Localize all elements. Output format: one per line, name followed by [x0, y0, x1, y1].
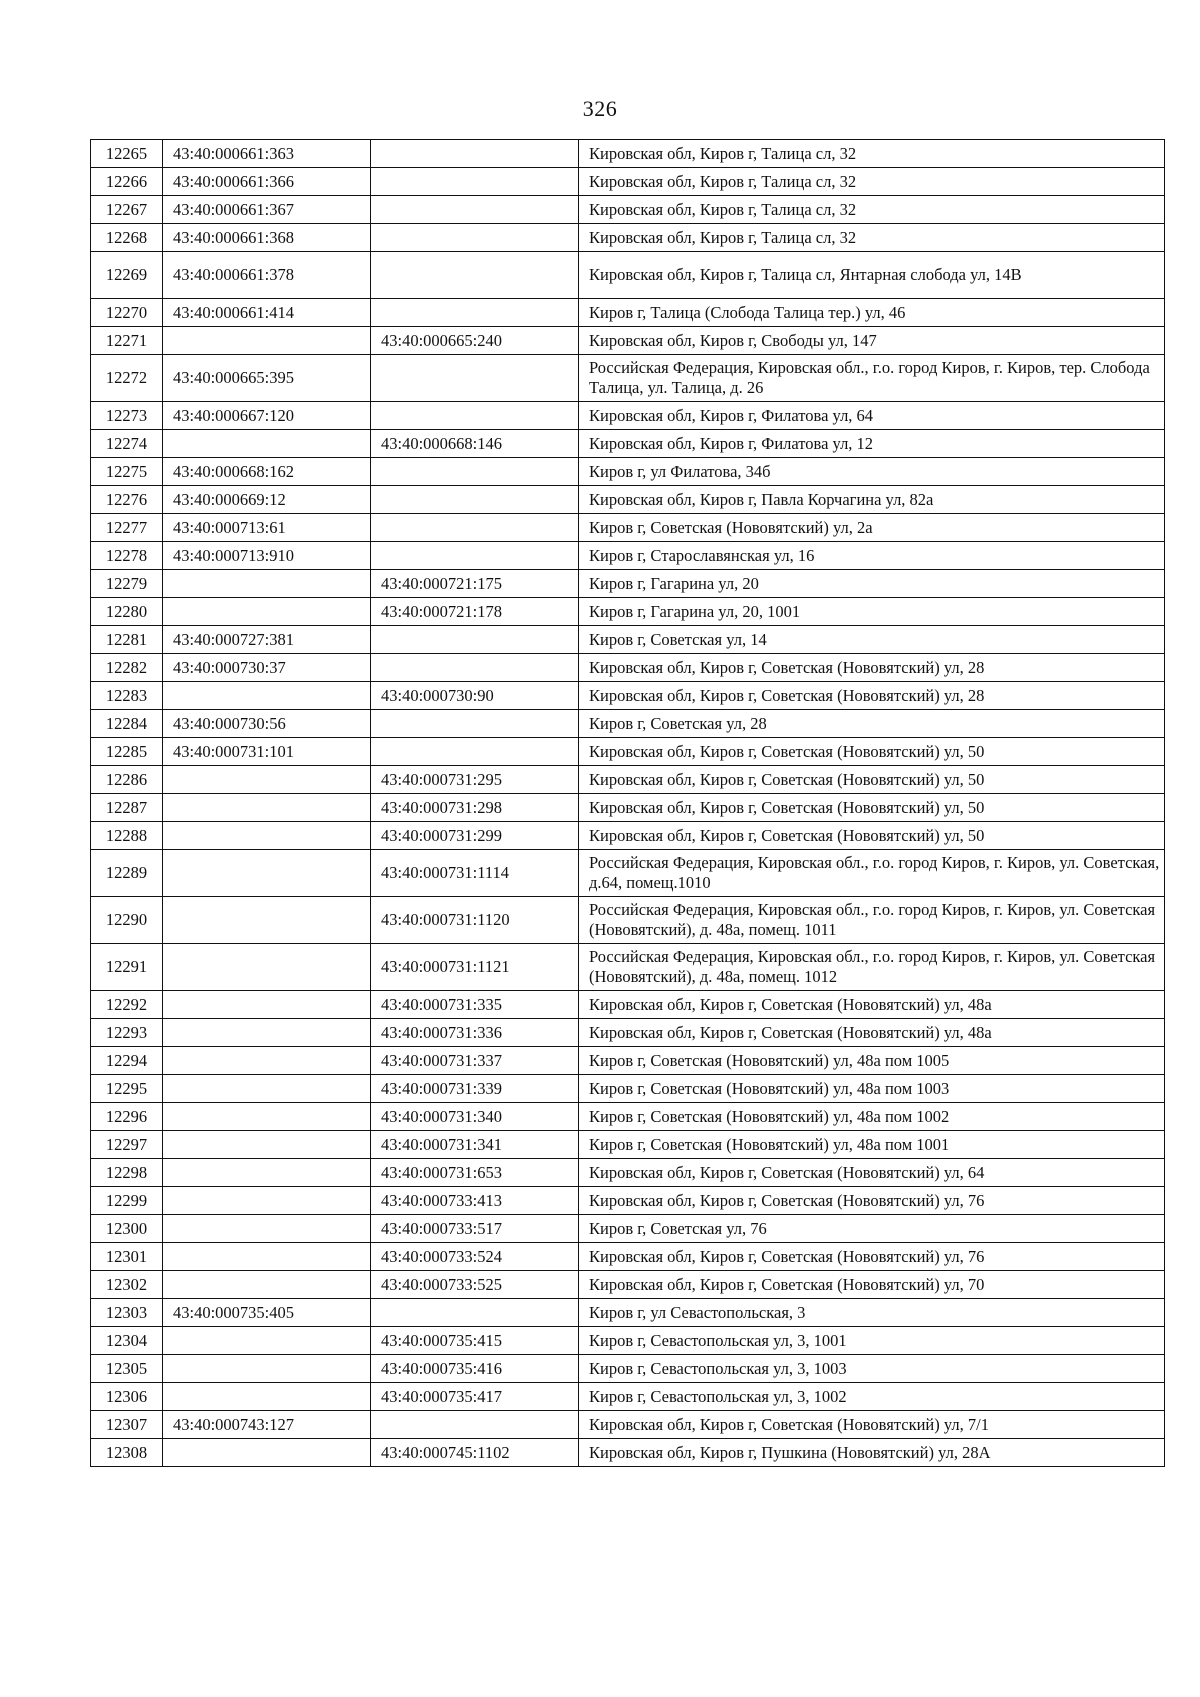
- table-row: [91, 1159, 1165, 1187]
- address-cell: Кировская обл, Киров г, Советская (Нововятский) ул, 70: [579, 1271, 1165, 1299]
- row-number-cell: 12271: [91, 327, 163, 355]
- related-cadastral-number-cell: 43:40:000731:341: [371, 1131, 579, 1159]
- address-cell: Кировская обл, Киров г, Советская (Нововятский) ул, 7/1: [579, 1411, 1165, 1439]
- row-number-cell: 12267: [91, 196, 163, 224]
- table-row: [91, 1075, 1165, 1103]
- address-cell: Кировская обл, Киров г, Филатова ул, 12: [579, 430, 1165, 458]
- row-number-cell: 12270: [91, 299, 163, 327]
- table-row: [91, 710, 1165, 738]
- related-cadastral-number-cell: [371, 402, 579, 430]
- table-row: [91, 168, 1165, 196]
- address-cell: Кировская обл, Киров г, Свободы ул, 147: [579, 327, 1165, 355]
- table-row: [91, 794, 1165, 822]
- table-row: [91, 1243, 1165, 1271]
- address-cell: Кировская обл, Киров г, Советская (Нововятский) ул, 50: [579, 766, 1165, 794]
- table-row: [91, 1103, 1165, 1131]
- row-number-cell: 12286: [91, 766, 163, 794]
- row-number-cell: 12291: [91, 944, 163, 991]
- table-row: [91, 355, 1165, 402]
- cadastral-number-cell: 43:40:000661:378: [163, 252, 371, 299]
- cadastral-number-cell: 43:40:000713:910: [163, 542, 371, 570]
- related-cadastral-number-cell: 43:40:000731:653: [371, 1159, 579, 1187]
- row-number-cell: 12304: [91, 1327, 163, 1355]
- row-number-cell: 12306: [91, 1383, 163, 1411]
- table-row: [91, 1215, 1165, 1243]
- cadastral-number-cell: [163, 327, 371, 355]
- row-number-cell: 12274: [91, 430, 163, 458]
- table-row: [91, 626, 1165, 654]
- address-cell: Кировская обл, Киров г, Советская (Нововятский) ул, 76: [579, 1243, 1165, 1271]
- related-cadastral-number-cell: [371, 140, 579, 168]
- table-row: [91, 1327, 1165, 1355]
- address-cell: Киров г, Советская (Нововятский) ул, 48а пом 1003: [579, 1075, 1165, 1103]
- address-cell: Российская Федерация, Кировская обл., г.о. город Киров, г. Киров, ул. Советская (Нововятский), д. 48а, помещ. 1012: [579, 944, 1165, 991]
- table-row: [91, 766, 1165, 794]
- row-number-cell: 12290: [91, 897, 163, 944]
- related-cadastral-number-cell: [371, 168, 579, 196]
- address-cell: Кировская обл, Киров г, Советская (Нововятский) ул, 50: [579, 738, 1165, 766]
- table-row: [91, 1355, 1165, 1383]
- address-cell: Кировская обл, Киров г, Павла Корчагина ул, 82а: [579, 486, 1165, 514]
- cadastral-number-cell: [163, 1047, 371, 1075]
- row-number-cell: 12273: [91, 402, 163, 430]
- cadastral-number-cell: [163, 1131, 371, 1159]
- address-cell: Киров г, Советская (Нововятский) ул, 48а пом 1002: [579, 1103, 1165, 1131]
- cadastral-number-cell: 43:40:000743:127: [163, 1411, 371, 1439]
- address-cell: Кировская обл, Киров г, Советская (Нововятский) ул, 48а: [579, 991, 1165, 1019]
- address-cell: Киров г, Советская (Нововятский) ул, 48а пом 1005: [579, 1047, 1165, 1075]
- cadastral-number-cell: [163, 794, 371, 822]
- address-cell: Киров г, Старославянская ул, 16: [579, 542, 1165, 570]
- cadastral-number-cell: 43:40:000661:363: [163, 140, 371, 168]
- address-cell: Кировская обл, Киров г, Талица сл, 32: [579, 224, 1165, 252]
- address-cell: Киров г, Севастопольская ул, 3, 1002: [579, 1383, 1165, 1411]
- related-cadastral-number-cell: 43:40:000731:340: [371, 1103, 579, 1131]
- address-cell: Киров г, Советская ул, 76: [579, 1215, 1165, 1243]
- table-row: [91, 140, 1165, 168]
- address-cell: Киров г, Советская (Нововятский) ул, 48а пом 1001: [579, 1131, 1165, 1159]
- cadastral-number-cell: 43:40:000667:120: [163, 402, 371, 430]
- cadastral-number-cell: [163, 682, 371, 710]
- address-cell: Российская Федерация, Кировская обл., г.о. город Киров, г. Киров, ул. Советская (Нововятский), д. 48а, помещ. 1011: [579, 897, 1165, 944]
- address-cell: Кировская обл, Киров г, Советская (Нововятский) ул, 50: [579, 794, 1165, 822]
- table-row: [91, 514, 1165, 542]
- row-number-cell: 12266: [91, 168, 163, 196]
- related-cadastral-number-cell: 43:40:000668:146: [371, 430, 579, 458]
- table-row: [91, 224, 1165, 252]
- row-number-cell: 12293: [91, 1019, 163, 1047]
- related-cadastral-number-cell: 43:40:000721:178: [371, 598, 579, 626]
- address-cell: Кировская обл, Киров г, Талица сл, 32: [579, 168, 1165, 196]
- row-number-cell: 12299: [91, 1187, 163, 1215]
- table-row: [91, 1383, 1165, 1411]
- cadastral-number-cell: [163, 1075, 371, 1103]
- table-row: [91, 542, 1165, 570]
- row-number-cell: 12288: [91, 822, 163, 850]
- row-number-cell: 12295: [91, 1075, 163, 1103]
- cadastral-number-cell: [163, 850, 371, 897]
- related-cadastral-number-cell: 43:40:000731:337: [371, 1047, 579, 1075]
- row-number-cell: 12308: [91, 1439, 163, 1467]
- registry-table: [90, 139, 1165, 1467]
- cadastral-number-cell: [163, 766, 371, 794]
- cadastral-number-cell: 43:40:000661:368: [163, 224, 371, 252]
- row-number-cell: 12301: [91, 1243, 163, 1271]
- table-row: [91, 897, 1165, 944]
- address-cell: Киров г, Севастопольская ул, 3, 1001: [579, 1327, 1165, 1355]
- row-number-cell: 12277: [91, 514, 163, 542]
- row-number-cell: 12285: [91, 738, 163, 766]
- cadastral-number-cell: 43:40:000730:56: [163, 710, 371, 738]
- address-cell: Киров г, ул Севастопольская, 3: [579, 1299, 1165, 1327]
- related-cadastral-number-cell: 43:40:000731:336: [371, 1019, 579, 1047]
- address-cell: Киров г, Гагарина ул, 20: [579, 570, 1165, 598]
- related-cadastral-number-cell: [371, 458, 579, 486]
- related-cadastral-number-cell: 43:40:000665:240: [371, 327, 579, 355]
- related-cadastral-number-cell: [371, 542, 579, 570]
- cadastral-number-cell: 43:40:000665:395: [163, 355, 371, 402]
- related-cadastral-number-cell: [371, 1299, 579, 1327]
- address-cell: Кировская обл, Киров г, Советская (Нововятский) ул, 48а: [579, 1019, 1165, 1047]
- address-cell: Киров г, Гагарина ул, 20, 1001: [579, 598, 1165, 626]
- table-row: [91, 1439, 1165, 1467]
- address-cell: Российская Федерация, Кировская обл., г.о. город Киров, г. Киров, ул. Советская, д.64, помещ.1010: [579, 850, 1165, 897]
- related-cadastral-number-cell: 43:40:000731:1114: [371, 850, 579, 897]
- cadastral-number-cell: [163, 1355, 371, 1383]
- row-number-cell: 12298: [91, 1159, 163, 1187]
- cadastral-number-cell: 43:40:000713:61: [163, 514, 371, 542]
- row-number-cell: 12284: [91, 710, 163, 738]
- row-number-cell: 12292: [91, 991, 163, 1019]
- address-cell: Кировская обл, Киров г, Советская (Нововятский) ул, 64: [579, 1159, 1165, 1187]
- cadastral-number-cell: [163, 1271, 371, 1299]
- table-row: [91, 1187, 1165, 1215]
- cadastral-number-cell: 43:40:000661:367: [163, 196, 371, 224]
- cadastral-number-cell: [163, 1215, 371, 1243]
- address-cell: Кировская обл, Киров г, Филатова ул, 64: [579, 402, 1165, 430]
- table-row: [91, 299, 1165, 327]
- row-number-cell: 12302: [91, 1271, 163, 1299]
- related-cadastral-number-cell: 43:40:000731:1121: [371, 944, 579, 991]
- table-row: [91, 944, 1165, 991]
- table-row: [91, 1131, 1165, 1159]
- related-cadastral-number-cell: [371, 355, 579, 402]
- address-cell: Киров г, Севастопольская ул, 3, 1003: [579, 1355, 1165, 1383]
- related-cadastral-number-cell: 43:40:000731:335: [371, 991, 579, 1019]
- row-number-cell: 12265: [91, 140, 163, 168]
- row-number-cell: 12279: [91, 570, 163, 598]
- related-cadastral-number-cell: 43:40:000731:1120: [371, 897, 579, 944]
- address-cell: Кировская обл, Киров г, Советская (Нововятский) ул, 28: [579, 654, 1165, 682]
- row-number-cell: 12269: [91, 252, 163, 299]
- row-number-cell: 12272: [91, 355, 163, 402]
- related-cadastral-number-cell: 43:40:000731:339: [371, 1075, 579, 1103]
- related-cadastral-number-cell: [371, 299, 579, 327]
- address-cell: Кировская обл, Киров г, Советская (Нововятский) ул, 76: [579, 1187, 1165, 1215]
- address-cell: Кировская обл, Киров г, Советская (Нововятский) ул, 28: [579, 682, 1165, 710]
- row-number-cell: 12276: [91, 486, 163, 514]
- row-number-cell: 12268: [91, 224, 163, 252]
- cadastral-number-cell: [163, 1383, 371, 1411]
- row-number-cell: 12282: [91, 654, 163, 682]
- address-cell: Кировская обл, Киров г, Советская (Нововятский) ул, 50: [579, 822, 1165, 850]
- cadastral-number-cell: [163, 897, 371, 944]
- table-row: [91, 1411, 1165, 1439]
- row-number-cell: 12289: [91, 850, 163, 897]
- table-row: [91, 327, 1165, 355]
- table-row: [91, 991, 1165, 1019]
- registry-body: [91, 140, 1165, 1467]
- related-cadastral-number-cell: 43:40:000735:416: [371, 1355, 579, 1383]
- address-cell: Кировская обл, Киров г, Талица сл, 32: [579, 196, 1165, 224]
- row-number-cell: 12297: [91, 1131, 163, 1159]
- table-row: [91, 1047, 1165, 1075]
- row-number-cell: 12305: [91, 1355, 163, 1383]
- related-cadastral-number-cell: 43:40:000733:413: [371, 1187, 579, 1215]
- row-number-cell: 12294: [91, 1047, 163, 1075]
- cadastral-number-cell: [163, 1103, 371, 1131]
- table-row: [91, 570, 1165, 598]
- cadastral-number-cell: [163, 430, 371, 458]
- related-cadastral-number-cell: 43:40:000730:90: [371, 682, 579, 710]
- table-row: [91, 598, 1165, 626]
- table-row: [91, 1019, 1165, 1047]
- related-cadastral-number-cell: [371, 654, 579, 682]
- row-number-cell: 12307: [91, 1411, 163, 1439]
- table-row: [91, 850, 1165, 897]
- address-cell: Киров г, Талица (Слобода Талица тер.) ул, 46: [579, 299, 1165, 327]
- related-cadastral-number-cell: 43:40:000731:298: [371, 794, 579, 822]
- related-cadastral-number-cell: 43:40:000733:525: [371, 1271, 579, 1299]
- cadastral-number-cell: [163, 944, 371, 991]
- related-cadastral-number-cell: [371, 710, 579, 738]
- related-cadastral-number-cell: 43:40:000731:295: [371, 766, 579, 794]
- table-row: [91, 458, 1165, 486]
- related-cadastral-number-cell: 43:40:000745:1102: [371, 1439, 579, 1467]
- cadastral-number-cell: 43:40:000661:414: [163, 299, 371, 327]
- related-cadastral-number-cell: [371, 626, 579, 654]
- row-number-cell: 12300: [91, 1215, 163, 1243]
- cadastral-number-cell: 43:40:000727:381: [163, 626, 371, 654]
- cadastral-number-cell: [163, 1019, 371, 1047]
- cadastral-number-cell: [163, 1327, 371, 1355]
- cadastral-number-cell: [163, 570, 371, 598]
- cadastral-number-cell: 43:40:000731:101: [163, 738, 371, 766]
- cadastral-number-cell: 43:40:000668:162: [163, 458, 371, 486]
- table-row: [91, 654, 1165, 682]
- table-row: [91, 430, 1165, 458]
- address-cell: Киров г, Советская ул, 14: [579, 626, 1165, 654]
- table-row: [91, 1299, 1165, 1327]
- table-row: [91, 252, 1165, 299]
- related-cadastral-number-cell: 43:40:000733:517: [371, 1215, 579, 1243]
- row-number-cell: 12283: [91, 682, 163, 710]
- row-number-cell: 12296: [91, 1103, 163, 1131]
- row-number-cell: 12287: [91, 794, 163, 822]
- address-cell: Российская Федерация, Кировская обл., г.о. город Киров, г. Киров, тер. Слобода Талица, ул. Талица, д. 26: [579, 355, 1165, 402]
- cadastral-number-cell: [163, 822, 371, 850]
- address-cell: Киров г, ул Филатова, 34б: [579, 458, 1165, 486]
- table-row: [91, 682, 1165, 710]
- cadastral-number-cell: [163, 1187, 371, 1215]
- address-cell: Кировская обл, Киров г, Талица сл, 32: [579, 140, 1165, 168]
- row-number-cell: 12280: [91, 598, 163, 626]
- cadastral-number-cell: [163, 991, 371, 1019]
- related-cadastral-number-cell: 43:40:000721:175: [371, 570, 579, 598]
- related-cadastral-number-cell: [371, 1411, 579, 1439]
- cadastral-number-cell: 43:40:000730:37: [163, 654, 371, 682]
- related-cadastral-number-cell: [371, 196, 579, 224]
- cadastral-number-cell: 43:40:000735:405: [163, 1299, 371, 1327]
- address-cell: Киров г, Советская ул, 28: [579, 710, 1165, 738]
- address-cell: Кировская обл, Киров г, Талица сл, Янтарная слобода ул, 14В: [579, 252, 1165, 299]
- page-number: 326: [582, 96, 618, 121]
- related-cadastral-number-cell: [371, 486, 579, 514]
- table-row: [91, 486, 1165, 514]
- table-row: [91, 196, 1165, 224]
- cadastral-number-cell: 43:40:000669:12: [163, 486, 371, 514]
- cadastral-number-cell: [163, 1159, 371, 1187]
- row-number-cell: 12278: [91, 542, 163, 570]
- cadastral-number-cell: [163, 1243, 371, 1271]
- related-cadastral-number-cell: [371, 514, 579, 542]
- cadastral-number-cell: 43:40:000661:366: [163, 168, 371, 196]
- related-cadastral-number-cell: [371, 224, 579, 252]
- related-cadastral-number-cell: 43:40:000735:415: [371, 1327, 579, 1355]
- row-number-cell: 12303: [91, 1299, 163, 1327]
- related-cadastral-number-cell: 43:40:000733:524: [371, 1243, 579, 1271]
- address-cell: Киров г, Советская (Нововятский) ул, 2а: [579, 514, 1165, 542]
- table-row: [91, 822, 1165, 850]
- related-cadastral-number-cell: 43:40:000731:299: [371, 822, 579, 850]
- related-cadastral-number-cell: [371, 252, 579, 299]
- row-number-cell: 12275: [91, 458, 163, 486]
- address-cell: Кировская обл, Киров г, Пушкина (Нововятский) ул, 28А: [579, 1439, 1165, 1467]
- cadastral-number-cell: [163, 1439, 371, 1467]
- related-cadastral-number-cell: 43:40:000735:417: [371, 1383, 579, 1411]
- table-row: [91, 402, 1165, 430]
- related-cadastral-number-cell: [371, 738, 579, 766]
- table-row: [91, 1271, 1165, 1299]
- table-row: [91, 738, 1165, 766]
- row-number-cell: 12281: [91, 626, 163, 654]
- cadastral-number-cell: [163, 598, 371, 626]
